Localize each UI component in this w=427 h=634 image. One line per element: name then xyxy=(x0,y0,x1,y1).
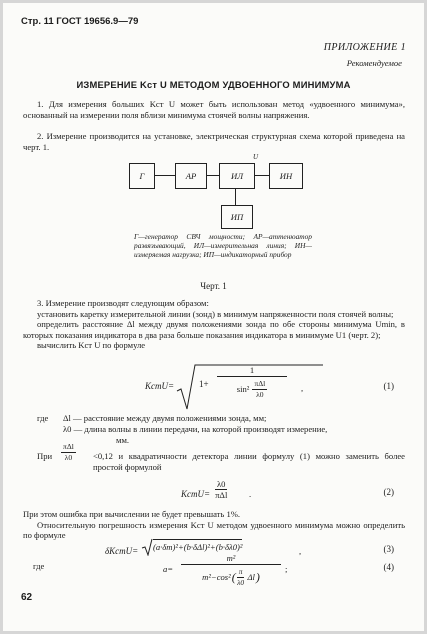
paragraph-2 xyxy=(23,131,405,152)
eq1-comma: , xyxy=(301,383,304,393)
block-indicator: ИП xyxy=(221,205,253,229)
where-item-2: λ0 — длина волны в линии передачи, на которой производят измерение, xyxy=(63,424,328,434)
paragraph-1 xyxy=(23,99,405,120)
eq3-number: (3) xyxy=(383,544,394,554)
where-label: где xyxy=(37,413,49,423)
recommended-label: Рекомендуемое xyxy=(346,58,402,68)
eq2-tail: . xyxy=(249,489,252,499)
eq1-sin2: sin² xyxy=(236,384,250,395)
where-item-2-unit: мм. xyxy=(116,435,130,445)
diagram-legend: Г—генератор СВЧ мощности; АР—аттенюатор развязывающий, ИЛ—измерительная линия; ИН—измеряемая нагрузка; ИП—индикаторный прибор xyxy=(134,232,312,259)
eq4-den-post: Δl xyxy=(247,572,255,583)
eq4-den-frac-den: λ0 xyxy=(237,578,245,587)
eq4-tail: ; xyxy=(285,564,288,574)
eq4-den xyxy=(202,567,260,588)
where-item-1: Δl — расстояние между двумя положениями зонда, мм; xyxy=(63,413,267,423)
eq1-number: (1) xyxy=(383,381,394,391)
block-generator: Г xyxy=(129,163,155,189)
paragraph-3-step-c: вычислить Kст U по формуле xyxy=(37,340,146,351)
appendix-label: ПРИЛОЖЕНИЕ 1 xyxy=(323,42,406,53)
eq4-den-pre: m²−cos² xyxy=(202,572,231,583)
eq4-den-frac-num: π xyxy=(238,567,243,576)
cond-den: λ0 xyxy=(64,453,73,462)
eq1-num: 1 xyxy=(217,365,287,377)
paragraph-3-step-b: определить расстояние Δl между двумя положениями зонда по обе стороны минимума Umin, в которых показания индикатора в два раза больше показания индикатора в минимуме U1 (черт. 2); xyxy=(23,319,405,340)
eq4-frac xyxy=(181,553,281,588)
block-attenuator: АР xyxy=(175,163,207,189)
paragraph-3 xyxy=(23,298,405,351)
figure-caption: Черт. 1 xyxy=(200,281,227,291)
eq4-number: (4) xyxy=(383,562,394,572)
eq3-lhs: δKстU= xyxy=(105,546,139,556)
cond-frac xyxy=(61,442,76,463)
eq1-inner-num: πΔl xyxy=(254,379,266,388)
paragraph-3-lead: 3. Измерение производят следующим образом: xyxy=(37,298,209,308)
eq3-radical-icon xyxy=(141,538,153,556)
eq4-den-frac xyxy=(237,567,245,588)
eq2-number: (2) xyxy=(383,487,394,497)
eq4-paren-close: ) xyxy=(255,570,260,585)
eq1-fraction xyxy=(217,365,287,400)
page-header: Стр. 11 ГОСТ 19656.9—79 xyxy=(21,16,139,27)
eq2-den: πΔl xyxy=(215,490,228,500)
eq1-inner-frac xyxy=(252,379,267,400)
eq1-lhs: KстU= xyxy=(145,381,175,391)
diagram-connector-vertical xyxy=(235,187,236,205)
cond-pre: При xyxy=(37,451,53,461)
paragraph-2-text: 2. Измерение производится на установке, электрическая структурная схема которой приведена на черт. 1. xyxy=(23,131,405,152)
error-text: При этом ошибка при вычислении не будет превышать 1%. xyxy=(23,509,241,519)
paragraph-3-step-a: установить каретку измерительной линии (зонд) в минимум напряженности поля стоячей волны; xyxy=(37,308,394,319)
page-number: 62 xyxy=(21,592,33,603)
block-measuring-line: ИЛ xyxy=(219,163,255,189)
where-label-2: где xyxy=(33,561,45,571)
probe-mark: U xyxy=(253,153,259,161)
eq4-paren-open: ( xyxy=(231,570,236,585)
eq2-lhs: KстU= xyxy=(181,489,211,499)
relative-error-text: Относительную погрешность измерения Kст U методом удвоенного минимума можно определить по формуле xyxy=(23,519,405,541)
eq3-tail: , xyxy=(299,546,302,556)
eq1-inner-den: λ0 xyxy=(256,390,264,399)
cond-frac-inner xyxy=(61,442,76,463)
eq1-one: 1+ xyxy=(199,379,209,389)
cond-text: <0,12 и квадратичности детектора линии формулу (1) можно заменить более простой формулой xyxy=(93,451,405,472)
eq2-frac xyxy=(215,479,227,500)
block-load: ИН xyxy=(269,163,303,189)
section-title: ИЗМЕРЕНИЕ Kст U МЕТОДОМ УДВОЕННОГО МИНИМУМА xyxy=(76,79,351,90)
cond-num: πΔl xyxy=(63,442,74,451)
paragraph-error xyxy=(23,509,405,541)
eq1-den xyxy=(237,379,267,400)
document-page xyxy=(3,3,424,631)
eq2-num: λ0 xyxy=(217,479,226,489)
eq2-frac-inner xyxy=(215,479,227,500)
paragraph-1-text: 1. Для измерения больших Kст U может быть использован метод «удвоенного минимума», основанный на измерении поля вблизи минимума стоячей волны напряжения. xyxy=(23,99,405,120)
eq4-lhs: a= xyxy=(163,564,174,574)
eq4-num: m² xyxy=(181,553,281,565)
eq3-body: (a·δm)²+(b·δΔl)²+(b·δλ0)² xyxy=(153,539,242,553)
